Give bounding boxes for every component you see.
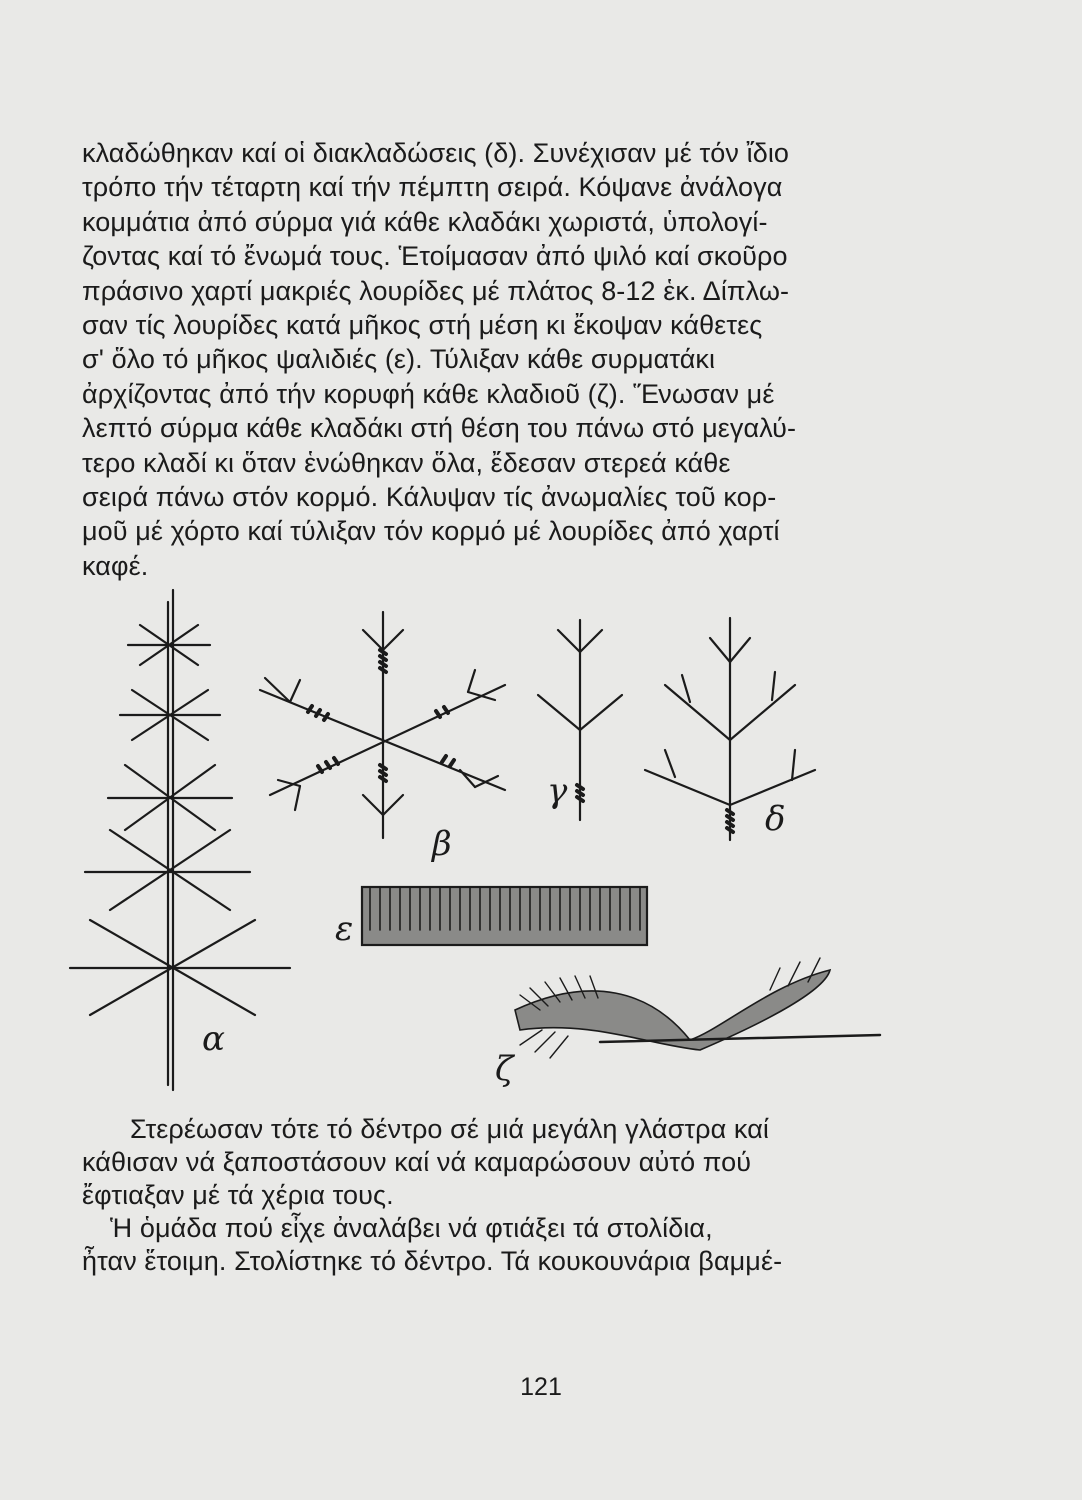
page-number: 121 — [520, 1373, 562, 1401]
figure-svg — [50, 590, 890, 1100]
label-beta: β — [432, 824, 452, 864]
small-branch-gamma — [538, 620, 622, 820]
text-line: Στερέωσαν τότε τό δέντρο σέ μιά μεγάλη γλάστρα καί — [130, 1114, 770, 1144]
wrapped-frond-zeta — [495, 958, 880, 1089]
label-delta: δ — [765, 799, 786, 839]
label-gamma: γ — [547, 771, 568, 811]
text-line: τερο κλαδί κι ὅταν ἑνώθηκαν ὅλα, ἔδεσαν στερεά κάθε — [82, 447, 731, 478]
text-line: κάθισαν νά ξαποστάσουν καί νά καμαρώσουν αὐτό πού — [82, 1147, 752, 1177]
star-branch — [108, 765, 232, 830]
paragraph-top — [82, 136, 872, 583]
text-line: ζοντας καί τό ἔνωμά τους. Ἑτοίμασαν ἀπό ψιλό καί σκοῦρο — [82, 241, 788, 272]
text-line: κλαδώθηκαν καί οἱ διακλαδώσεις (δ). Συνέχισαν μέ τόν ἴδιο — [82, 138, 790, 168]
wrapped-branch-beta — [260, 612, 505, 864]
text-line: καφέ. — [82, 550, 149, 581]
text-line: λεπτό σύρμα κάθε κλαδάκι στή θέση του πάνω στό μεγαλύ- — [82, 413, 797, 444]
text-line: ἀρχίζοντας ἀπό τήν κορυφή κάθε κλαδιοῦ (ζ). Ἕνωσαν μέ — [82, 378, 775, 409]
text-line: τρόπο τήν τέταρτη καί τήν πέμπτη σειρά. Κόψανε ἀνάλογα — [82, 172, 783, 203]
label-zeta: ζ — [495, 1049, 514, 1089]
text-line: Ἡ ὁμάδα πού εἶχε ἀναλάβει νά φτιάξει τά στολίδια, — [110, 1213, 713, 1243]
star-branch — [70, 920, 290, 1015]
label-alpha: α — [202, 1019, 225, 1059]
text-line: κομμάτια ἀπό σύρμα γιά κάθε κλαδάκι χωριστά, ὑπολογί- — [82, 206, 768, 237]
text-line: σ' ὅλο τό μῆκος ψαλιδιές (ε). Τύλιξαν κάθε συρματάκι — [82, 344, 716, 375]
text-line: σαν τίς λουρίδες κατά μῆκος στή μέση κι ἔκοψαν κάθετες — [82, 309, 763, 340]
text-line: σειρά πάνω στόν κορμό. Κάλυψαν τίς ἀνωμαλίες τοῦ κορ- — [82, 481, 777, 512]
trunk-with-branches-alpha — [70, 590, 290, 1090]
text-line: ἔφτιαξαν μέ τά χέρια τους. — [82, 1180, 394, 1210]
text-line: πράσινο χαρτί μακριές λουρίδες μέ πλάτος 8-12 ἑκ. Δίπλω- — [82, 275, 790, 306]
tree-construction-figure — [50, 590, 890, 1100]
large-branch-delta — [645, 618, 815, 840]
label-epsilon: ε — [335, 909, 354, 949]
wire-wrap — [577, 785, 583, 801]
paragraph-bottom — [82, 1113, 872, 1278]
text-line: μοῦ μέ χόρτο καί τύλιξαν τόν κορμό μέ λουρίδες ἀπό χαρτί — [82, 516, 780, 547]
fringed-paper-strip-epsilon — [335, 887, 647, 949]
text-line: ἦταν ἕτοιμη. Στολίστηκε τό δέντρο. Τά κουκουνάρια βαμμέ- — [82, 1246, 783, 1276]
star-branch — [120, 690, 220, 740]
